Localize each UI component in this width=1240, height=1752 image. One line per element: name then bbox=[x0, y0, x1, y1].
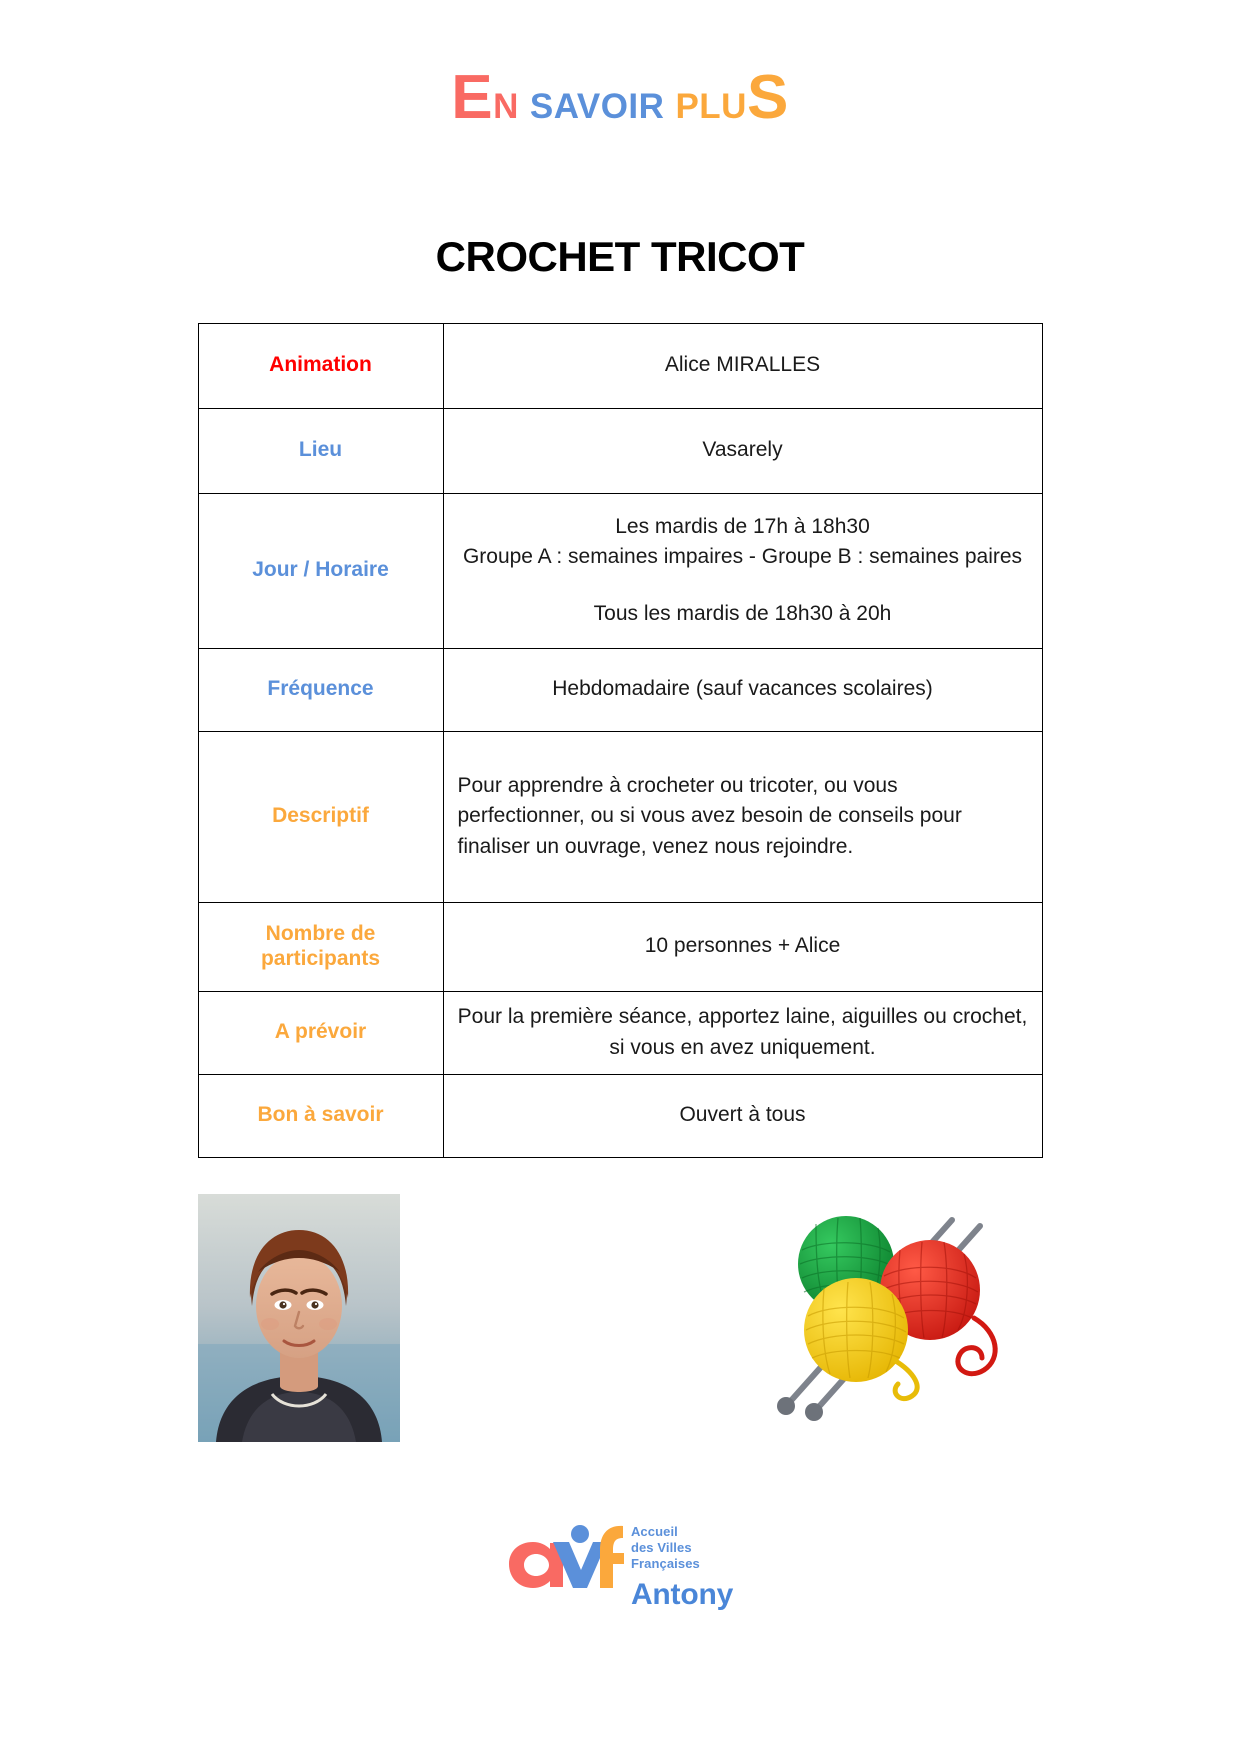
logo-word-plu: PLU bbox=[675, 87, 747, 126]
footer bbox=[0, 1520, 1240, 1610]
avf-city-name: Antony bbox=[630, 1577, 734, 1611]
value-text: Ouvert à tous bbox=[679, 1103, 806, 1127]
label-text: Nombre de participants bbox=[260, 921, 381, 970]
row-value-jour-horaire bbox=[443, 493, 1042, 648]
avf-logo bbox=[507, 1520, 733, 1610]
avf-tagline-line-3: Françaises bbox=[630, 1555, 700, 1571]
row-value-nombre-participants bbox=[443, 902, 1042, 991]
label-text: Bon à savoir bbox=[257, 1103, 384, 1127]
value-line-3: Tous les mardis de 18h30 à 20h bbox=[593, 601, 892, 625]
table-row-jour-horaire bbox=[198, 493, 1042, 648]
label-text: Lieu bbox=[298, 438, 343, 462]
row-label-nombre-participants bbox=[198, 902, 443, 991]
media-row bbox=[198, 1182, 1043, 1442]
row-value-lieu bbox=[443, 408, 1042, 493]
activity-info-table-body bbox=[198, 323, 1042, 1157]
value-text: 10 personnes + Alice bbox=[644, 934, 841, 958]
row-value-bon-a-savoir bbox=[443, 1074, 1042, 1157]
avf-text-block bbox=[631, 1520, 733, 1610]
avf-tagline-line-1: Accueil bbox=[630, 1524, 678, 1539]
value-spacer bbox=[456, 573, 1030, 599]
logo-letter-e: E bbox=[451, 63, 494, 132]
activity-info-table bbox=[198, 323, 1043, 1158]
label-text: Fréquence bbox=[267, 677, 374, 701]
table-row-lieu bbox=[198, 408, 1042, 493]
value-line-2: Groupe A : semaines impaires - Groupe B : semaines paires bbox=[462, 545, 1023, 569]
row-value-a-prevoir bbox=[443, 991, 1042, 1074]
avf-tagline-line-2: des Villes bbox=[630, 1539, 692, 1555]
value-text: Pour apprendre à crocheter ou tricoter, ou vous perfectionner, ou si vous avez besoin de conseils pour finaliser un ouvrage, venez nous rejoindre. bbox=[457, 774, 962, 858]
row-value-frequence bbox=[443, 648, 1042, 731]
page-title: CROCHET TRICOT bbox=[435, 232, 805, 280]
avf-letter-a bbox=[509, 1542, 563, 1588]
avf-letter-f bbox=[600, 1526, 624, 1588]
row-value-descriptif bbox=[443, 731, 1042, 902]
label-text: A prévoir bbox=[274, 1020, 367, 1044]
label-text: Descriptif bbox=[272, 804, 369, 828]
row-label-frequence bbox=[198, 648, 443, 731]
avf-tagline bbox=[631, 1524, 733, 1572]
row-label-animation bbox=[198, 323, 443, 408]
photo-alice-miralles bbox=[198, 1194, 400, 1442]
value-line-1: Les mardis de 17h à 18h30 bbox=[615, 515, 870, 539]
value-text: Hebdomadaire (sauf vacances scolaires) bbox=[552, 677, 933, 701]
table-row-a-prevoir bbox=[198, 991, 1042, 1074]
value-text: Vasarely bbox=[702, 438, 783, 462]
table-row-animation bbox=[198, 323, 1042, 408]
header bbox=[0, 0, 1240, 132]
logo-letter-s: S bbox=[746, 63, 789, 132]
table-row-bon-a-savoir bbox=[198, 1074, 1042, 1157]
row-label-lieu bbox=[198, 408, 443, 493]
en-savoir-plus-logo bbox=[451, 63, 789, 132]
row-label-jour-horaire bbox=[198, 493, 443, 648]
table-row-nombre-participants bbox=[198, 902, 1042, 991]
avf-mark-icon bbox=[507, 1520, 625, 1592]
row-label-bon-a-savoir bbox=[198, 1074, 443, 1157]
row-label-descriptif bbox=[198, 731, 443, 902]
logo-word-savoir: SAVOIR bbox=[529, 87, 665, 126]
activity-info-table-wrapper bbox=[198, 323, 1043, 1158]
logo-letter-n: N bbox=[493, 87, 519, 126]
table-row-descriptif bbox=[198, 731, 1042, 902]
yarn-balls-illustration bbox=[698, 1182, 1018, 1432]
table-row-frequence bbox=[198, 648, 1042, 731]
value-text: Pour la première séance, apportez laine, aiguilles ou crochet, si vous en avez uniquement. bbox=[457, 1005, 1028, 1059]
row-value-animation bbox=[443, 323, 1042, 408]
label-text: Jour / Horaire bbox=[252, 558, 389, 582]
row-label-a-prevoir bbox=[198, 991, 443, 1074]
value-text: Alice MIRALLES bbox=[664, 353, 821, 377]
label-text: Animation bbox=[269, 353, 372, 377]
